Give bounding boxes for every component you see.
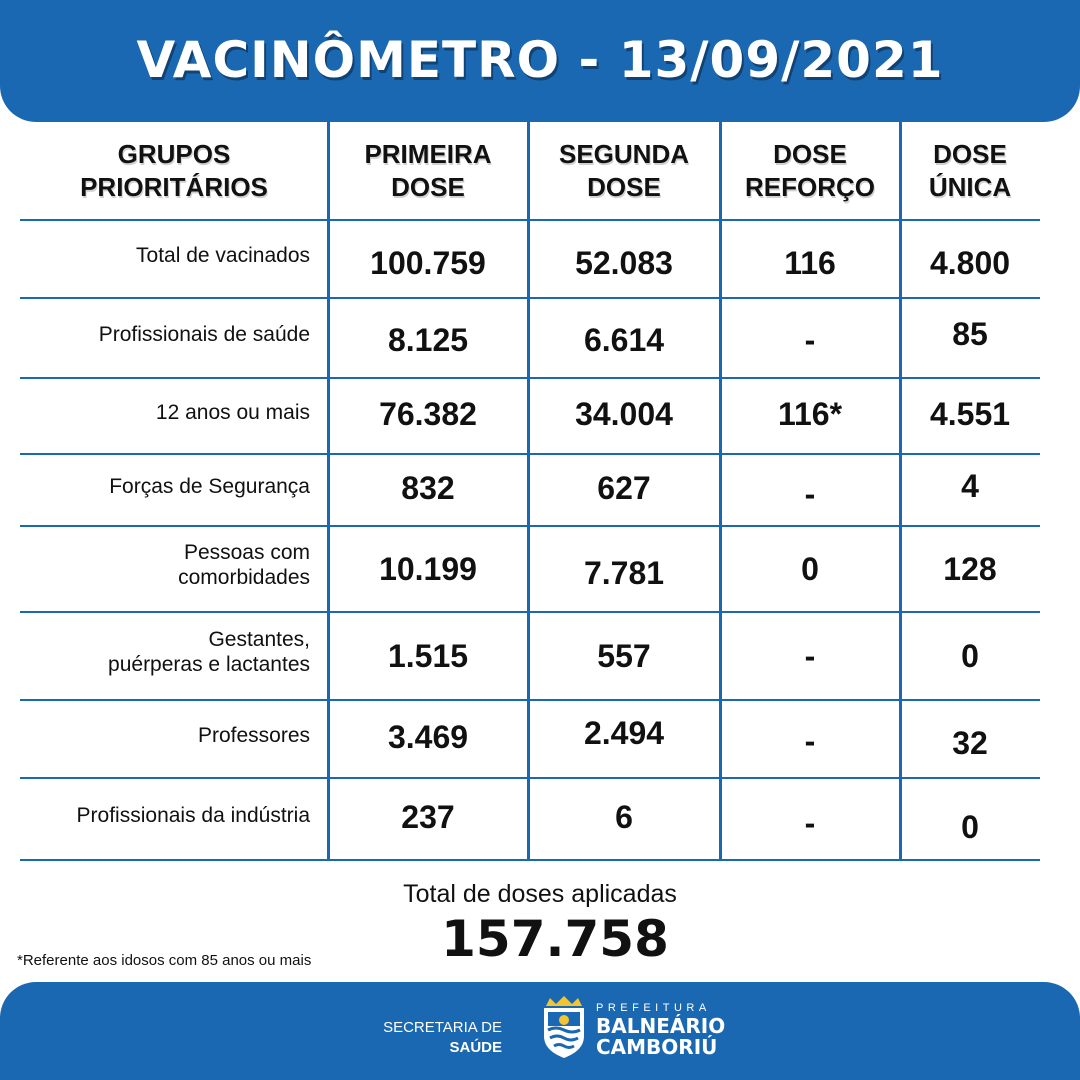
cell-second-dose: 6 (615, 798, 633, 835)
row-label-line: Gestantes, (208, 628, 310, 651)
cell-booster-dose: - (804, 804, 816, 841)
column-header-line: PRIORITÁRIOS (80, 172, 268, 202)
row-label (20, 612, 310, 692)
cell-booster-dose: 116* (777, 395, 843, 432)
row-label (20, 220, 310, 290)
row-label (20, 700, 310, 770)
cell-booster-dose: - (804, 475, 816, 512)
cell-second-dose: 7.781 (583, 554, 665, 591)
column-header-line: DOSE (773, 139, 847, 169)
row-label (20, 526, 310, 604)
cell-second-dose: 6.614 (583, 321, 665, 358)
cell-single-dose: 4.551 (929, 395, 1011, 432)
cell-single-dose: 0 (961, 637, 979, 674)
cell-first-dose: 832 (401, 469, 455, 506)
column-header-first-dose (328, 122, 528, 220)
cell-booster-dose: 116 (784, 244, 836, 281)
row-label (20, 778, 310, 852)
cell-single-dose: 0 (961, 808, 979, 845)
row-label-line: puérperas e lactantes (108, 653, 310, 676)
city-crest-icon (538, 996, 590, 1060)
column-header-line: SEGUNDA (558, 139, 689, 169)
column-header-line: REFORÇO (745, 172, 875, 202)
secretaria-line1: SECRETARIA DE (383, 1019, 502, 1036)
row-label-line: Total de vacinados (136, 243, 310, 267)
secretaria-line2: SAÚDE (449, 1039, 502, 1056)
column-header-second-dose (528, 122, 720, 220)
row-label-line: Profissionais de saúde (98, 322, 310, 346)
secretaria-logo-text (340, 1018, 502, 1058)
cell-single-dose: 128 (943, 550, 997, 587)
row-label-line: Pessoas com (183, 541, 310, 564)
cell-second-dose: 52.083 (575, 244, 673, 281)
column-header-booster-dose (720, 122, 900, 220)
header-banner (0, 0, 1080, 122)
cell-first-dose: 8.125 (387, 321, 469, 358)
row-label (20, 298, 310, 370)
vaccination-table (20, 122, 1040, 862)
cell-first-dose: 237 (401, 798, 455, 835)
row-label-line: 12 anos ou mais (155, 400, 310, 424)
total-doses-label: Total de doses aplicadas (403, 880, 677, 908)
column-header-groups (20, 122, 328, 220)
cell-single-dose: 85 (952, 315, 988, 352)
footnote: *Referente aos idosos com 85 anos ou mais (17, 952, 312, 969)
column-header-line: DOSE (933, 139, 1007, 169)
column-header-line: ÚNICA (928, 172, 1012, 202)
cell-booster-dose: - (804, 321, 816, 358)
column-header-line: PRIMEIRA (364, 139, 492, 169)
row-label-line: Professores (197, 723, 310, 747)
cell-single-dose: 32 (952, 724, 988, 761)
cell-single-dose: 4 (961, 467, 979, 504)
row-label-line: Forças de Segurança (109, 474, 310, 498)
column-header-line: DOSE (587, 172, 661, 202)
prefeitura-logo-text (596, 1002, 725, 1058)
cell-second-dose: 627 (597, 469, 651, 506)
cell-booster-dose: 0 (801, 550, 819, 587)
prefeitura-label: PREFEITURA (596, 1002, 711, 1014)
row-label-line: Profissionais da indústria (76, 803, 310, 827)
column-header-single-dose (900, 122, 1040, 220)
page-title: VACINÔMETRO - 13/09/2021 (136, 31, 944, 89)
cell-second-dose: 34.004 (575, 395, 673, 432)
city-line2: CAMBORIÚ (596, 1035, 718, 1059)
row-label (20, 378, 310, 446)
cell-first-dose: 1.515 (387, 637, 469, 674)
cell-first-dose: 3.469 (387, 718, 469, 755)
row-label (20, 454, 310, 518)
column-header-line: DOSE (391, 172, 465, 202)
cell-first-dose: 100.759 (370, 244, 486, 281)
city-line1: BALNEÁRIO (596, 1014, 726, 1038)
column-header-line: GRUPOS (117, 139, 231, 169)
row-label-line: comorbidades (178, 566, 310, 589)
cell-booster-dose: - (804, 637, 816, 674)
cell-single-dose: 4.800 (929, 244, 1011, 281)
cell-second-dose: 557 (597, 637, 651, 674)
cell-first-dose: 10.199 (379, 550, 477, 587)
cell-second-dose: 2.494 (583, 714, 665, 751)
cell-first-dose: 76.382 (379, 395, 477, 432)
cell-booster-dose: - (804, 722, 816, 759)
total-doses-value: 157.758 (441, 910, 669, 968)
